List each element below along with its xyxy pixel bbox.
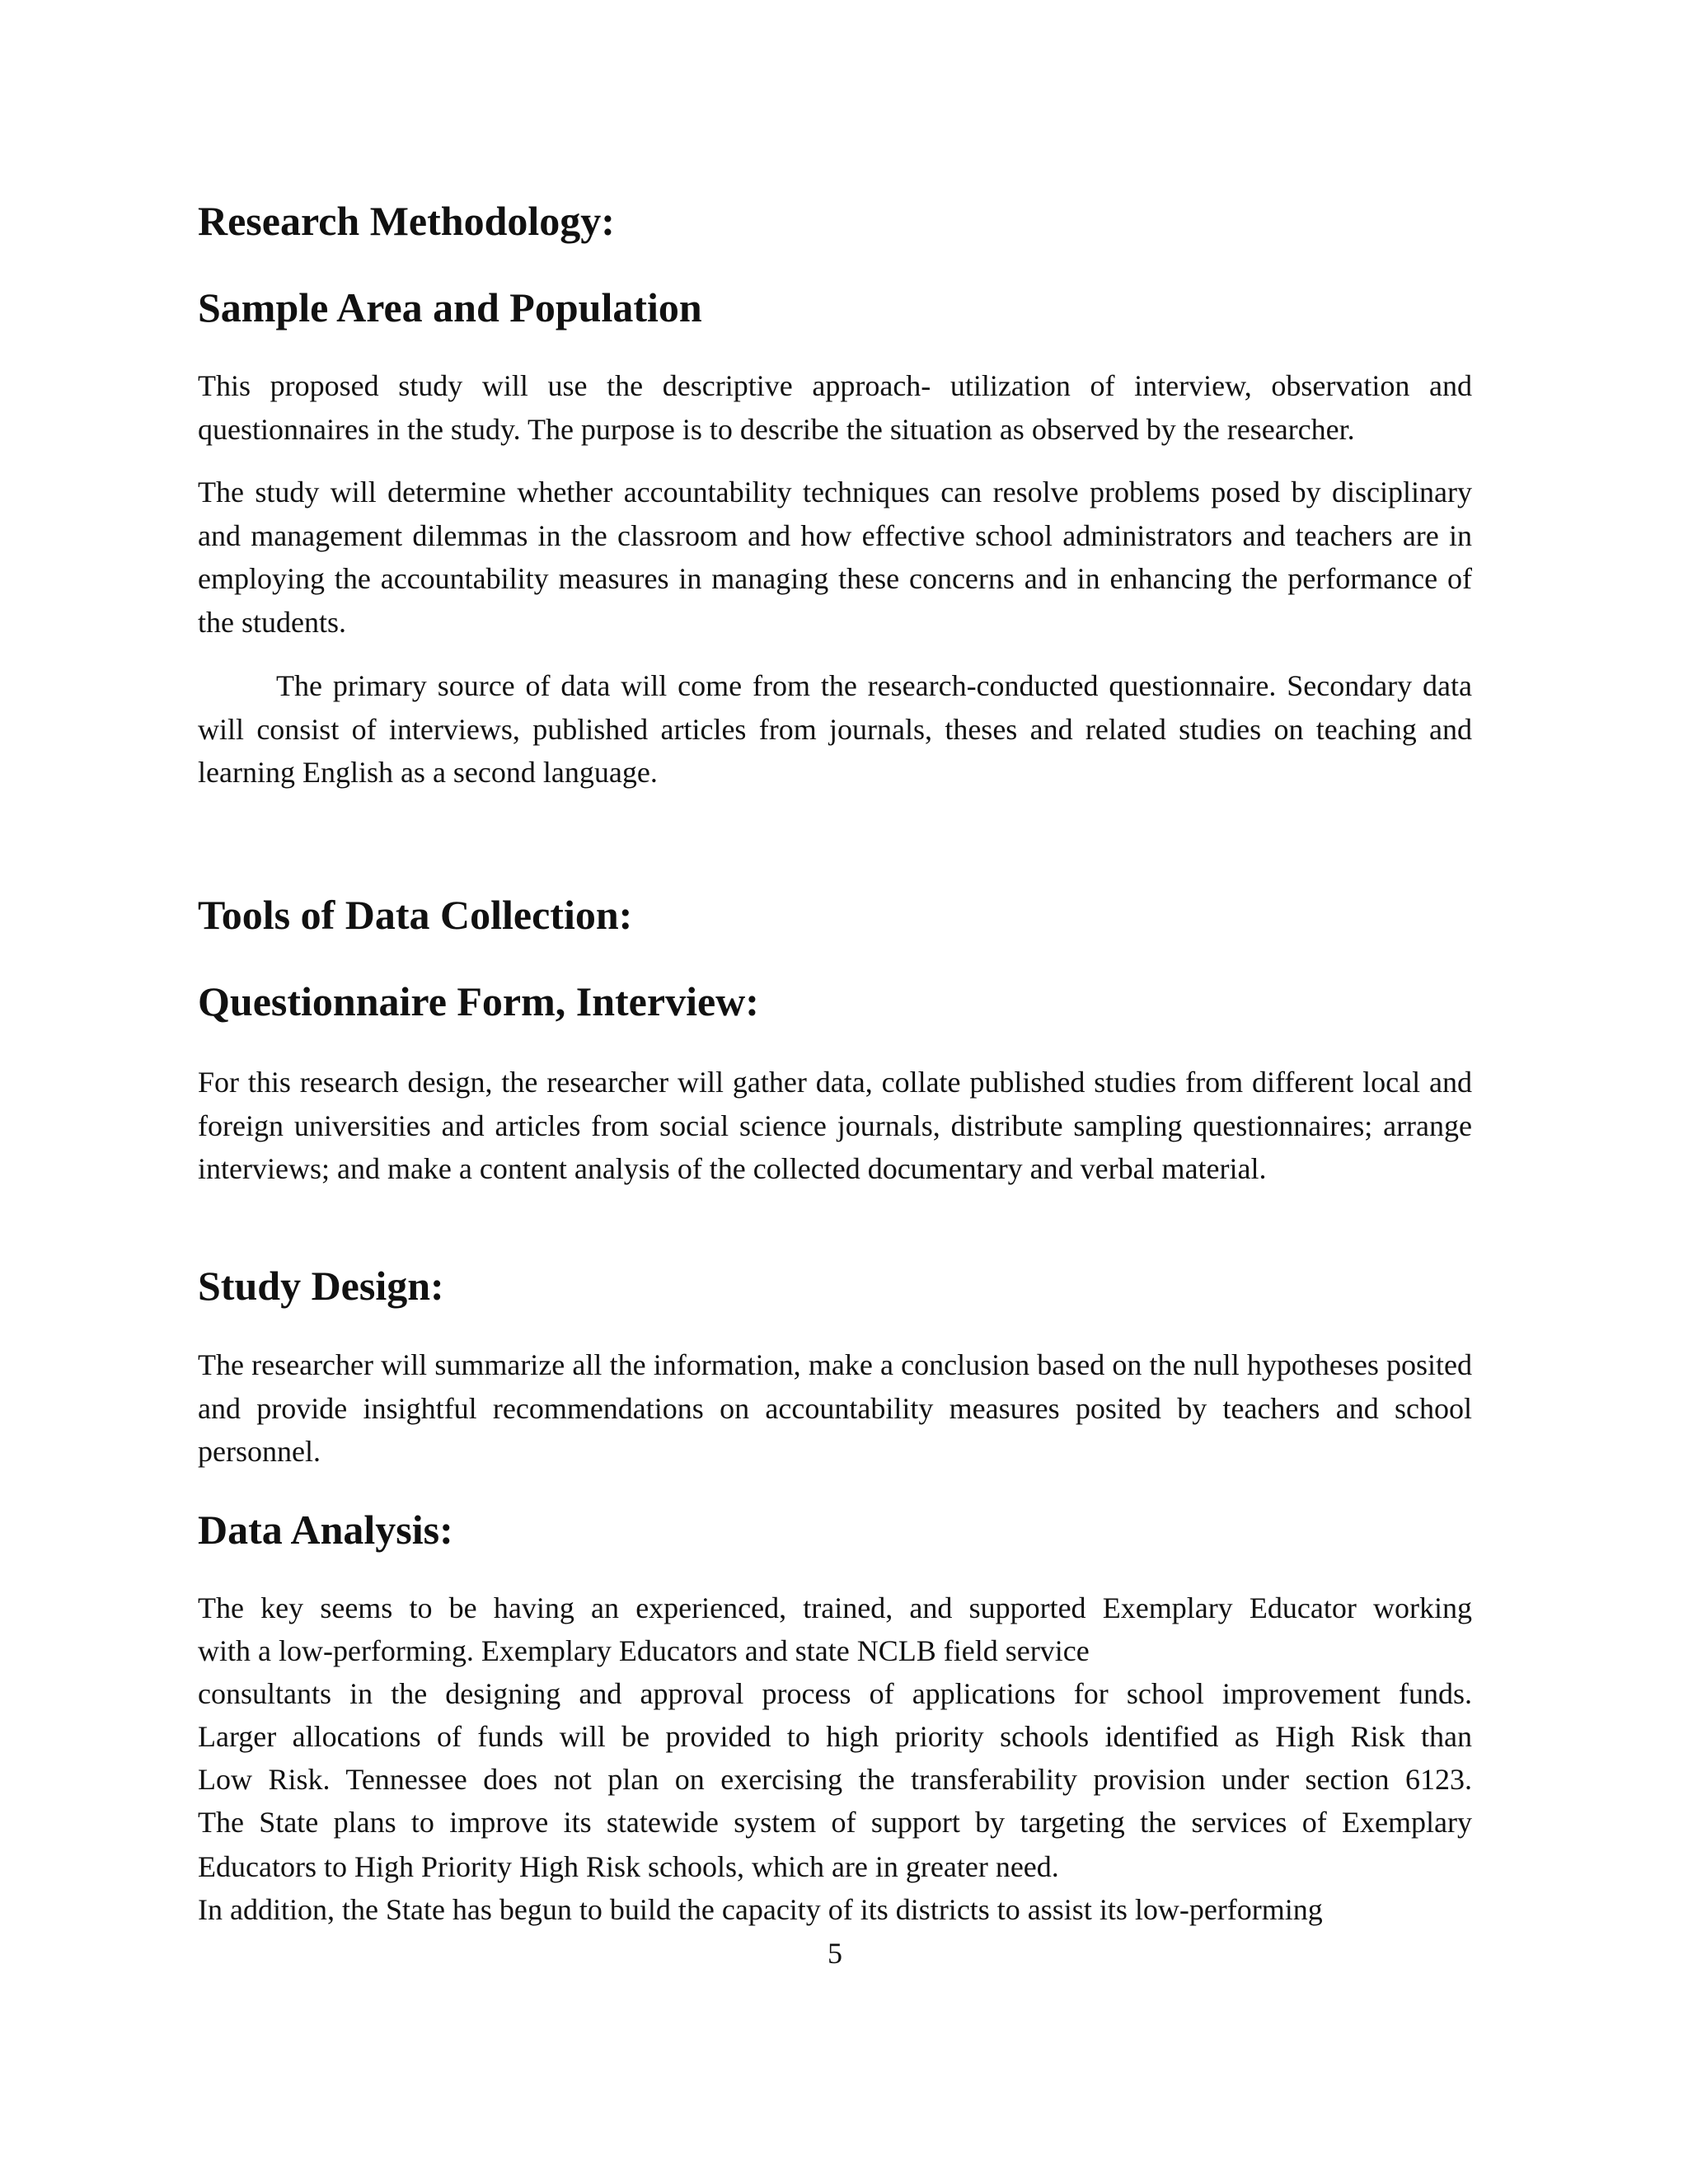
data-analysis-line: Educators to High Priority High Risk schools, which are in greater need. — [198, 1850, 1059, 1883]
heading-data-analysis: Data Analysis: — [198, 1507, 453, 1553]
heading-study-design: Study Design: — [198, 1263, 444, 1309]
data-analysis-line: The State plans to improve its statewide system of support by targeting the services of Exemplary — [198, 1806, 1472, 1839]
paragraph-questionnaire: For this research design, the researcher will gather data, collate published studies from different local and foreign universities and articles from social science journals, distribute sampling questionnaires; arrange interviews; and make a content analysis of the collected documentary and verbal material. — [198, 1066, 1472, 1185]
paragraph-study-design: The researcher will summarize all the information, make a conclusion based on the null hypotheses posited and provide insightful recommendations on accountability measures posited by teachers and school personnel. — [198, 1348, 1472, 1468]
paragraph-sample-3: The primary source of data will come from the research-conducted questionnaire. Secondary data will consist of interviews, published articles from journals, theses and related studies on teaching and learning English as a second language. — [198, 669, 1472, 789]
data-analysis-line: with a low-performing. Exemplary Educators and state NCLB field service — [198, 1634, 1090, 1667]
heading-research-methodology: Research Methodology: — [198, 198, 615, 244]
data-analysis-line: Low Risk. Tennessee does not plan on exercising the transferability provision under section 6123. — [198, 1763, 1472, 1796]
data-analysis-line: consultants in the designing and approval process of applications for school improvement funds. — [198, 1677, 1472, 1710]
page-number: 5 — [828, 1937, 842, 1970]
heading-sample-area-population: Sample Area and Population — [198, 284, 702, 330]
data-analysis-line: Larger allocations of funds will be provided to high priority schools identified as High Risk than — [198, 1720, 1472, 1753]
data-analysis-line: In addition, the State has begun to build the capacity of its districts to assist its low-performing — [198, 1893, 1323, 1926]
heading-tools-data-collection: Tools of Data Collection: — [198, 892, 633, 938]
paragraph-sample-2: The study will determine whether accountability techniques can resolve problems posed by disciplinary and management dilemmas in the classroom and how effective school administrators and teachers are in employing the accountability measures in managing these concerns and in enhancing the performance of the students. — [198, 476, 1472, 639]
heading-questionnaire-interview: Questionnaire Form, Interview: — [198, 978, 759, 1024]
paragraph-sample-1: This proposed study will use the descriptive approach- utilization of interview, observation and questionnaires in the study. The purpose is to describe the situation as observed by the researcher. — [198, 369, 1472, 446]
data-analysis-line: The key seems to be having an experienced, trained, and supported Exemplary Educator working — [198, 1591, 1472, 1624]
